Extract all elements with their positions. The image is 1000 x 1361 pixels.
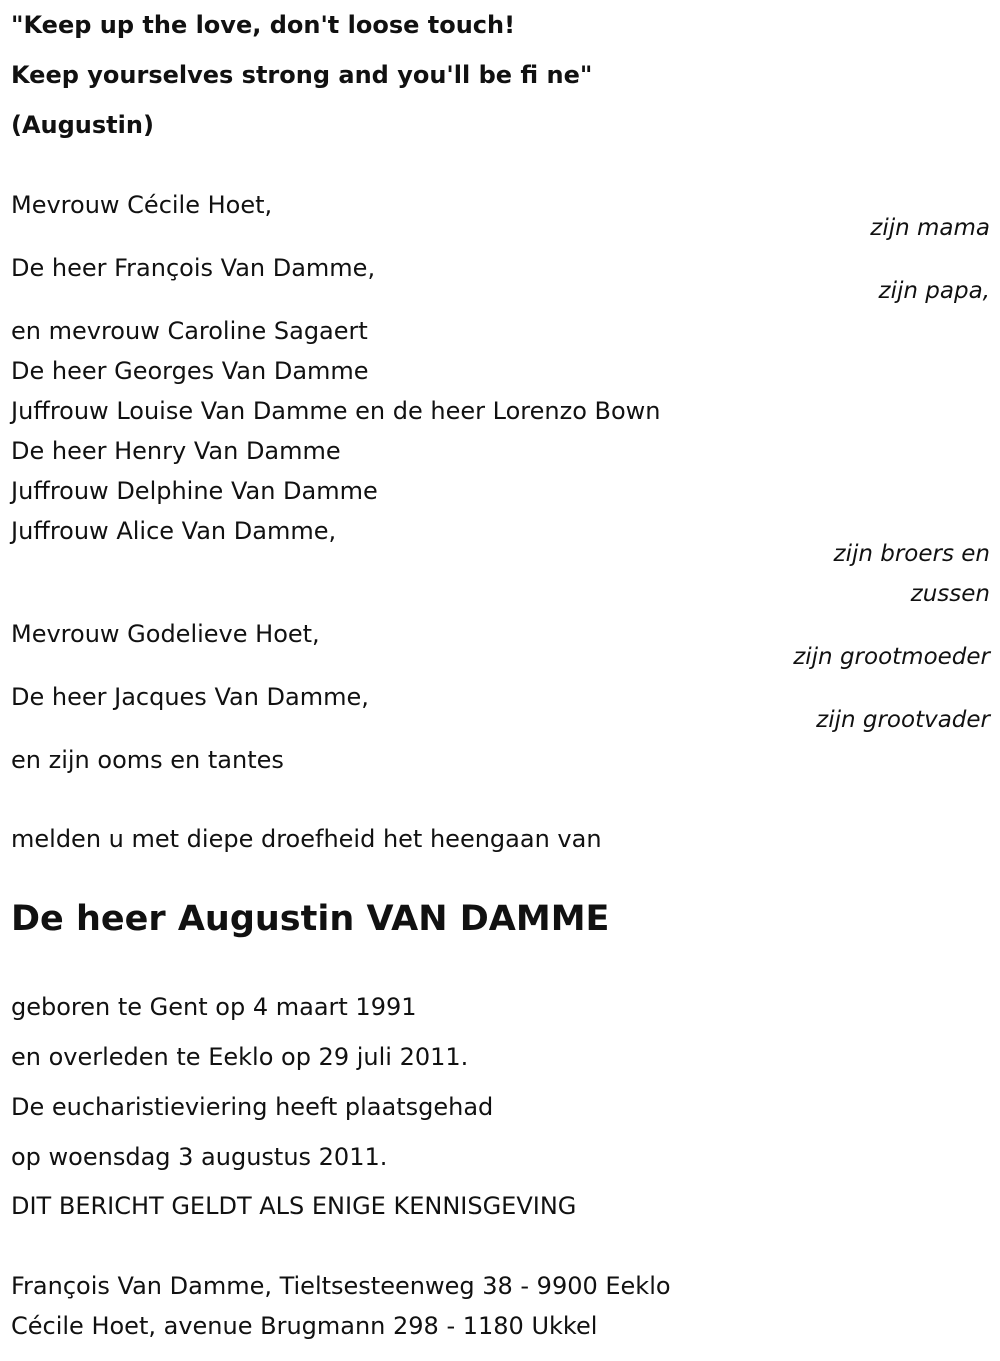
grandfather-role: zijn grootvader [816,707,990,733]
ceremony-date-line: op woensdag 3 augustus 2011. [11,1143,388,1171]
siblings-role-line-2: zussen [910,581,990,607]
father-role: zijn papa, [878,278,990,304]
sibling-2: Juffrouw Louise Van Damme en de heer Lorenzo Bown [11,397,661,425]
sibling-3: De heer Henry Van Damme [11,437,341,465]
relatives-line: en zijn ooms en tantes [11,746,284,774]
sibling-5: Juffrouw Alice Van Damme, [11,517,337,545]
grandmother-role: zijn grootmoeder [793,644,990,670]
quote-author: (Augustin) [11,111,154,139]
mother-name: Mevrouw Cécile Hoet, [11,191,273,219]
father-partner: en mevrouw Caroline Sagaert [11,317,368,345]
sibling-1: De heer Georges Van Damme [11,357,369,385]
death-line: en overleden te Eeklo op 29 juli 2011. [11,1043,469,1071]
address-father: François Van Damme, Tieltsesteenweg 38 - 9900 Eeklo [11,1272,671,1300]
quote-line-1: "Keep up the love, don't loose touch! [11,11,516,39]
deceased-name: De heer Augustin VAN DAMME [11,899,610,939]
father-name: De heer François Van Damme, [11,254,376,282]
mother-role: zijn mama [870,215,990,241]
grandmother-name: Mevrouw Godelieve Hoet, [11,620,320,648]
address-mother: Cécile Hoet, avenue Brugmann 298 - 1180 Ukkel [11,1312,598,1340]
birth-line: geboren te Gent op 4 maart 1991 [11,993,417,1021]
announcement-line: melden u met diepe droefheid het heengaan van [11,825,602,853]
grandfather-name: De heer Jacques Van Damme, [11,683,369,711]
siblings-role-line-1: zijn broers en [833,541,990,567]
ceremony-line: De eucharistieviering heeft plaatsgehad [11,1093,494,1121]
notice-line: DIT BERICHT GELDT ALS ENIGE KENNISGEVING [11,1192,577,1220]
sibling-4: Juffrouw Delphine Van Damme [11,477,378,505]
quote-line-2: Keep yourselves strong and you'll be fi ne" [11,61,593,89]
